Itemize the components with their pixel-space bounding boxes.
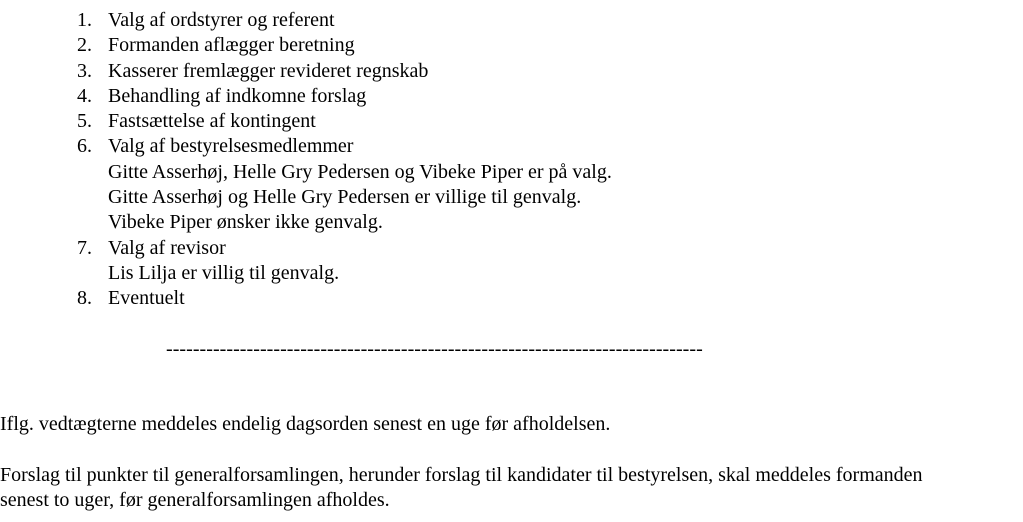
agenda-item-text: Valg af ordstyrer og referent	[108, 9, 335, 31]
agenda-item	[0, 33, 1023, 58]
agenda-item-number: 3.	[77, 59, 92, 82]
agenda-item-number: 1.	[77, 9, 92, 31]
agenda-note-text: Gitte Asserhøj, Helle Gry Pedersen og Vibeke Piper er på valg.	[108, 160, 612, 183]
paragraph-proposals	[0, 463, 923, 513]
paragraph-line: Forslag til punkter til generalforsamlingen, herunder forslag til kandidater til bestyrelsen, skal meddeles formanden	[0, 464, 923, 486]
agenda-item	[0, 84, 1023, 109]
agenda-item-note	[0, 261, 1023, 286]
agenda-note-text: Vibeke Piper ønsker ikke genvalg.	[108, 211, 383, 234]
dashed-separator: --------------------------------------------------------------------------------	[166, 338, 703, 360]
agenda-item-text: Behandling af indkomne forslag	[108, 84, 367, 107]
agenda-list	[0, 8, 1023, 312]
paragraph-line: senest to uger, før generalforsamlingen afholdes.	[0, 489, 390, 511]
agenda-item-text: Valg af bestyrelsesmedlemmer	[108, 135, 354, 158]
agenda-item-number: 7.	[77, 236, 92, 259]
agenda-item	[0, 109, 1023, 134]
agenda-item	[0, 236, 1023, 261]
agenda-item-note	[0, 210, 1023, 235]
agenda-item	[0, 59, 1023, 84]
agenda-item-text: Kasserer fremlægger revideret regnskab	[108, 59, 429, 82]
agenda-item-text: Fastsættelse af kontingent	[108, 110, 316, 133]
agenda-item	[0, 8, 1023, 33]
agenda-item-text: Formanden aflægger beretning	[108, 34, 355, 57]
agenda-item-number: 5.	[77, 110, 92, 133]
agenda-item-number: 6.	[77, 135, 92, 158]
agenda-item-number: 8.	[77, 287, 92, 310]
agenda-note-text: Lis Lilja er villig til genvalg.	[108, 261, 340, 284]
agenda-item	[0, 286, 1023, 311]
agenda-item-note	[0, 160, 1023, 185]
paragraph-notice: Iflg. vedtægterne meddeles endelig dagsorden senest en uge før afholdelsen.	[0, 413, 611, 435]
agenda-note-text: Gitte Asserhøj og Helle Gry Pedersen er villige til genvalg.	[108, 186, 582, 209]
agenda-item-number: 4.	[77, 84, 92, 107]
agenda-item-text: Valg af revisor	[108, 236, 226, 259]
agenda-item-note	[0, 185, 1023, 210]
agenda-item-number: 2.	[77, 34, 92, 57]
agenda-item-text: Eventuelt	[108, 287, 185, 310]
agenda-item	[0, 134, 1023, 159]
